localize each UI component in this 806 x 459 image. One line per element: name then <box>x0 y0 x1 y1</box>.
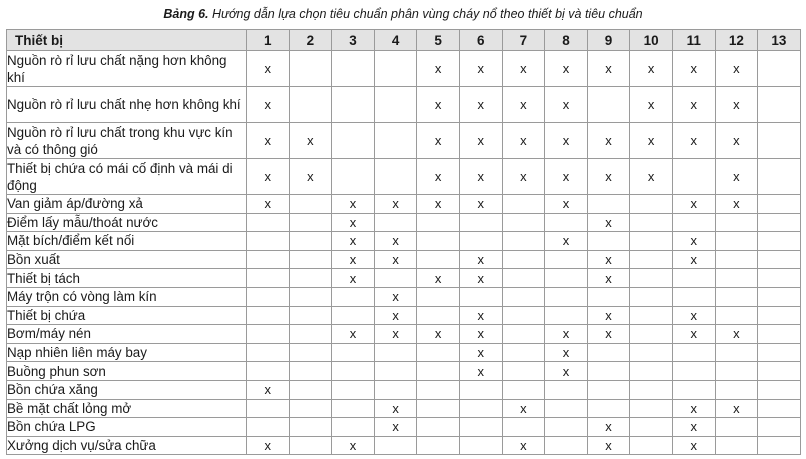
empty-cell <box>459 287 502 306</box>
applicable-mark: x <box>630 159 673 195</box>
empty-cell <box>289 380 332 399</box>
empty-cell <box>459 380 502 399</box>
empty-cell <box>289 399 332 418</box>
empty-cell <box>502 287 545 306</box>
empty-cell <box>374 343 417 362</box>
empty-cell <box>502 232 545 251</box>
empty-cell <box>502 380 545 399</box>
table-row <box>7 306 801 325</box>
applicable-mark: x <box>672 195 715 214</box>
table-row <box>7 250 801 269</box>
empty-cell <box>289 436 332 455</box>
applicable-mark: x <box>545 325 588 344</box>
empty-cell <box>289 87 332 123</box>
empty-cell <box>289 250 332 269</box>
empty-cell <box>374 436 417 455</box>
table-row <box>7 232 801 251</box>
empty-cell <box>758 195 801 214</box>
empty-cell <box>374 87 417 123</box>
empty-cell <box>417 436 460 455</box>
empty-cell <box>672 362 715 381</box>
empty-cell <box>289 269 332 288</box>
empty-cell <box>545 287 588 306</box>
empty-cell <box>459 232 502 251</box>
applicable-mark: x <box>502 159 545 195</box>
empty-cell <box>247 399 290 418</box>
empty-cell <box>672 159 715 195</box>
col-header-4: 4 <box>374 30 417 51</box>
empty-cell <box>289 306 332 325</box>
col-header-6: 6 <box>459 30 502 51</box>
table-row <box>7 343 801 362</box>
applicable-mark: x <box>459 51 502 87</box>
applicable-mark: x <box>417 325 460 344</box>
row-equipment-name: Buồng phun sơn <box>7 362 247 381</box>
applicable-mark: x <box>247 380 290 399</box>
empty-cell <box>289 232 332 251</box>
empty-cell <box>715 380 758 399</box>
applicable-mark: x <box>332 195 375 214</box>
empty-cell <box>417 306 460 325</box>
empty-cell <box>672 213 715 232</box>
empty-cell <box>758 362 801 381</box>
applicable-mark: x <box>459 306 502 325</box>
applicable-mark: x <box>545 232 588 251</box>
empty-cell <box>459 399 502 418</box>
applicable-mark: x <box>587 418 630 437</box>
applicable-mark: x <box>545 343 588 362</box>
applicable-mark: x <box>417 195 460 214</box>
applicable-mark: x <box>459 87 502 123</box>
empty-cell <box>247 343 290 362</box>
empty-cell <box>545 213 588 232</box>
applicable-mark: x <box>332 436 375 455</box>
row-equipment-name: Mặt bích/điểm kết nối <box>7 232 247 251</box>
row-equipment-name: Nguồn rò rỉ lưu chất nặng hơn không khí <box>7 51 247 87</box>
table-row <box>7 195 801 214</box>
empty-cell <box>715 436 758 455</box>
header-equipment: Thiết bị <box>7 30 247 51</box>
empty-cell <box>587 287 630 306</box>
col-header-12: 12 <box>715 30 758 51</box>
empty-cell <box>545 250 588 269</box>
empty-cell <box>672 269 715 288</box>
col-header-8: 8 <box>545 30 588 51</box>
applicable-mark: x <box>587 159 630 195</box>
empty-cell <box>374 51 417 87</box>
applicable-mark: x <box>587 269 630 288</box>
row-equipment-name: Thiết bị chứa <box>7 306 247 325</box>
applicable-mark: x <box>247 123 290 159</box>
empty-cell <box>630 325 673 344</box>
empty-cell <box>374 269 417 288</box>
empty-cell <box>758 123 801 159</box>
empty-cell <box>502 269 545 288</box>
empty-cell <box>758 269 801 288</box>
table-row <box>7 362 801 381</box>
empty-cell <box>289 213 332 232</box>
empty-cell <box>715 250 758 269</box>
applicable-mark: x <box>587 325 630 344</box>
empty-cell <box>459 213 502 232</box>
empty-cell <box>289 51 332 87</box>
empty-cell <box>502 343 545 362</box>
applicable-mark: x <box>630 123 673 159</box>
empty-cell <box>758 159 801 195</box>
col-header-10: 10 <box>630 30 673 51</box>
empty-cell <box>587 343 630 362</box>
empty-cell <box>630 250 673 269</box>
applicable-mark: x <box>459 325 502 344</box>
table-row <box>7 269 801 288</box>
row-equipment-name: Bồn xuất <box>7 250 247 269</box>
empty-cell <box>374 213 417 232</box>
empty-cell <box>715 343 758 362</box>
applicable-mark: x <box>587 51 630 87</box>
empty-cell <box>247 213 290 232</box>
empty-cell <box>374 380 417 399</box>
applicable-mark: x <box>587 123 630 159</box>
applicable-mark: x <box>672 123 715 159</box>
applicable-mark: x <box>459 250 502 269</box>
applicable-mark: x <box>459 343 502 362</box>
col-header-2: 2 <box>289 30 332 51</box>
applicable-mark: x <box>332 325 375 344</box>
applicable-mark: x <box>630 51 673 87</box>
empty-cell <box>630 436 673 455</box>
empty-cell <box>459 418 502 437</box>
applicable-mark: x <box>502 123 545 159</box>
empty-cell <box>715 232 758 251</box>
col-header-7: 7 <box>502 30 545 51</box>
empty-cell <box>758 380 801 399</box>
empty-cell <box>289 325 332 344</box>
applicable-mark: x <box>545 159 588 195</box>
empty-cell <box>630 195 673 214</box>
row-equipment-name: Điểm lấy mẫu/thoát nước <box>7 213 247 232</box>
empty-cell <box>758 87 801 123</box>
empty-cell <box>332 123 375 159</box>
empty-cell <box>630 306 673 325</box>
caption-label: Bảng 6. <box>163 7 209 21</box>
col-header-3: 3 <box>332 30 375 51</box>
empty-cell <box>417 399 460 418</box>
empty-cell <box>247 362 290 381</box>
applicable-mark: x <box>459 159 502 195</box>
applicable-mark: x <box>247 436 290 455</box>
empty-cell <box>758 418 801 437</box>
empty-cell <box>545 269 588 288</box>
applicable-mark: x <box>630 87 673 123</box>
empty-cell <box>672 343 715 362</box>
row-equipment-name: Xưởng dịch vụ/sửa chữa <box>7 436 247 455</box>
empty-cell <box>758 325 801 344</box>
empty-cell <box>332 159 375 195</box>
empty-cell <box>417 362 460 381</box>
applicable-mark: x <box>587 250 630 269</box>
applicable-mark: x <box>374 195 417 214</box>
empty-cell <box>417 287 460 306</box>
applicable-mark: x <box>417 87 460 123</box>
table-row <box>7 87 801 123</box>
row-equipment-name: Thiết bị chứa có mái cố định và mái di động <box>7 159 247 195</box>
applicable-mark: x <box>247 51 290 87</box>
empty-cell <box>417 343 460 362</box>
empty-cell <box>758 232 801 251</box>
empty-cell <box>247 250 290 269</box>
applicable-mark: x <box>247 159 290 195</box>
empty-cell <box>332 380 375 399</box>
row-equipment-name: Bồn chứa xăng <box>7 380 247 399</box>
applicable-mark: x <box>587 306 630 325</box>
empty-cell <box>502 362 545 381</box>
empty-cell <box>715 362 758 381</box>
col-header-13: 13 <box>758 30 801 51</box>
empty-cell <box>374 159 417 195</box>
applicable-mark: x <box>502 51 545 87</box>
applicable-mark: x <box>587 436 630 455</box>
applicable-mark: x <box>459 195 502 214</box>
table-row <box>7 380 801 399</box>
col-header-5: 5 <box>417 30 460 51</box>
applicable-mark: x <box>672 87 715 123</box>
row-equipment-name: Bơm/máy nén <box>7 325 247 344</box>
applicable-mark: x <box>502 87 545 123</box>
empty-cell <box>758 399 801 418</box>
applicable-mark: x <box>374 399 417 418</box>
applicable-mark: x <box>289 123 332 159</box>
applicable-mark: x <box>374 250 417 269</box>
empty-cell <box>417 232 460 251</box>
row-equipment-name: Nạp nhiên liên máy bay <box>7 343 247 362</box>
applicable-mark: x <box>672 325 715 344</box>
empty-cell <box>459 436 502 455</box>
applicable-mark: x <box>672 399 715 418</box>
empty-cell <box>630 418 673 437</box>
applicable-mark: x <box>247 195 290 214</box>
table-row <box>7 51 801 87</box>
empty-cell <box>374 123 417 159</box>
empty-cell <box>247 287 290 306</box>
empty-cell <box>587 195 630 214</box>
empty-cell <box>332 399 375 418</box>
applicable-mark: x <box>332 269 375 288</box>
empty-cell <box>630 343 673 362</box>
empty-cell <box>630 213 673 232</box>
empty-cell <box>715 287 758 306</box>
applicable-mark: x <box>374 325 417 344</box>
row-equipment-name: Bề mặt chất lỏng mở <box>7 399 247 418</box>
empty-cell <box>587 399 630 418</box>
empty-cell <box>502 195 545 214</box>
applicable-mark: x <box>715 87 758 123</box>
empty-cell <box>630 399 673 418</box>
row-equipment-name: Máy trộn có vòng làm kín <box>7 287 247 306</box>
applicable-mark: x <box>545 51 588 87</box>
applicable-mark: x <box>374 287 417 306</box>
caption-text: Hướng dẫn lựa chọn tiêu chuẩn phân vùng cháy nổ theo thiết bị và tiêu chuẩn <box>208 7 643 21</box>
table-row <box>7 287 801 306</box>
row-equipment-name: Nguồn rò rỉ lưu chất trong khu vực kín và có thông gió <box>7 123 247 159</box>
applicable-mark: x <box>374 418 417 437</box>
empty-cell <box>545 436 588 455</box>
empty-cell <box>630 269 673 288</box>
empty-cell <box>545 380 588 399</box>
empty-cell <box>758 213 801 232</box>
empty-cell <box>587 362 630 381</box>
empty-cell <box>247 306 290 325</box>
applicable-mark: x <box>332 213 375 232</box>
empty-cell <box>587 87 630 123</box>
empty-cell <box>332 418 375 437</box>
applicable-mark: x <box>502 436 545 455</box>
empty-cell <box>672 287 715 306</box>
empty-cell <box>417 250 460 269</box>
empty-cell <box>758 436 801 455</box>
empty-cell <box>417 213 460 232</box>
empty-cell <box>502 213 545 232</box>
applicable-mark: x <box>545 195 588 214</box>
applicable-mark: x <box>417 123 460 159</box>
empty-cell <box>247 418 290 437</box>
empty-cell <box>630 380 673 399</box>
empty-cell <box>332 362 375 381</box>
empty-cell <box>758 250 801 269</box>
col-header-1: 1 <box>247 30 290 51</box>
empty-cell <box>758 343 801 362</box>
empty-cell <box>715 269 758 288</box>
applicable-mark: x <box>545 87 588 123</box>
applicable-mark: x <box>715 159 758 195</box>
empty-cell <box>332 287 375 306</box>
applicable-mark: x <box>672 232 715 251</box>
empty-cell <box>289 287 332 306</box>
applicable-mark: x <box>672 436 715 455</box>
applicable-mark: x <box>672 306 715 325</box>
empty-cell <box>247 232 290 251</box>
empty-cell <box>630 362 673 381</box>
empty-cell <box>417 380 460 399</box>
applicable-mark: x <box>715 325 758 344</box>
applicable-mark: x <box>459 123 502 159</box>
table-row <box>7 159 801 195</box>
empty-cell <box>715 213 758 232</box>
applicable-mark: x <box>374 232 417 251</box>
empty-cell <box>715 306 758 325</box>
table-row <box>7 213 801 232</box>
empty-cell <box>502 325 545 344</box>
empty-cell <box>672 380 715 399</box>
empty-cell <box>417 418 460 437</box>
empty-cell <box>758 51 801 87</box>
equipment-standards-table <box>6 29 801 455</box>
applicable-mark: x <box>289 159 332 195</box>
col-header-11: 11 <box>672 30 715 51</box>
applicable-mark: x <box>374 306 417 325</box>
empty-cell <box>587 380 630 399</box>
applicable-mark: x <box>417 51 460 87</box>
empty-cell <box>502 418 545 437</box>
applicable-mark: x <box>715 195 758 214</box>
empty-cell <box>545 418 588 437</box>
applicable-mark: x <box>459 269 502 288</box>
empty-cell <box>332 51 375 87</box>
empty-cell <box>332 306 375 325</box>
empty-cell <box>630 232 673 251</box>
table-row <box>7 418 801 437</box>
empty-cell <box>247 269 290 288</box>
applicable-mark: x <box>545 123 588 159</box>
empty-cell <box>289 418 332 437</box>
applicable-mark: x <box>715 123 758 159</box>
applicable-mark: x <box>502 399 545 418</box>
applicable-mark: x <box>417 269 460 288</box>
empty-cell <box>587 232 630 251</box>
applicable-mark: x <box>715 51 758 87</box>
table-row <box>7 325 801 344</box>
empty-cell <box>289 195 332 214</box>
applicable-mark: x <box>247 87 290 123</box>
applicable-mark: x <box>715 399 758 418</box>
applicable-mark: x <box>587 213 630 232</box>
empty-cell <box>247 325 290 344</box>
empty-cell <box>758 287 801 306</box>
table-row <box>7 123 801 159</box>
empty-cell <box>758 306 801 325</box>
empty-cell <box>545 399 588 418</box>
applicable-mark: x <box>672 250 715 269</box>
table-row <box>7 399 801 418</box>
applicable-mark: x <box>332 232 375 251</box>
applicable-mark: x <box>459 362 502 381</box>
empty-cell <box>715 418 758 437</box>
table-caption <box>0 3 806 25</box>
empty-cell <box>502 306 545 325</box>
row-equipment-name: Thiết bị tách <box>7 269 247 288</box>
empty-cell <box>630 287 673 306</box>
empty-cell <box>502 250 545 269</box>
empty-cell <box>289 343 332 362</box>
row-equipment-name: Bồn chứa LPG <box>7 418 247 437</box>
applicable-mark: x <box>672 51 715 87</box>
empty-cell <box>332 87 375 123</box>
table-row <box>7 436 801 455</box>
header-row <box>7 30 801 51</box>
applicable-mark: x <box>417 159 460 195</box>
col-header-9: 9 <box>587 30 630 51</box>
row-equipment-name: Van giảm áp/đường xả <box>7 195 247 214</box>
empty-cell <box>374 362 417 381</box>
empty-cell <box>289 362 332 381</box>
applicable-mark: x <box>545 362 588 381</box>
applicable-mark: x <box>672 418 715 437</box>
applicable-mark: x <box>332 250 375 269</box>
row-equipment-name: Nguồn rò rỉ lưu chất nhẹ hơn không khí <box>7 87 247 123</box>
empty-cell <box>332 343 375 362</box>
empty-cell <box>545 306 588 325</box>
